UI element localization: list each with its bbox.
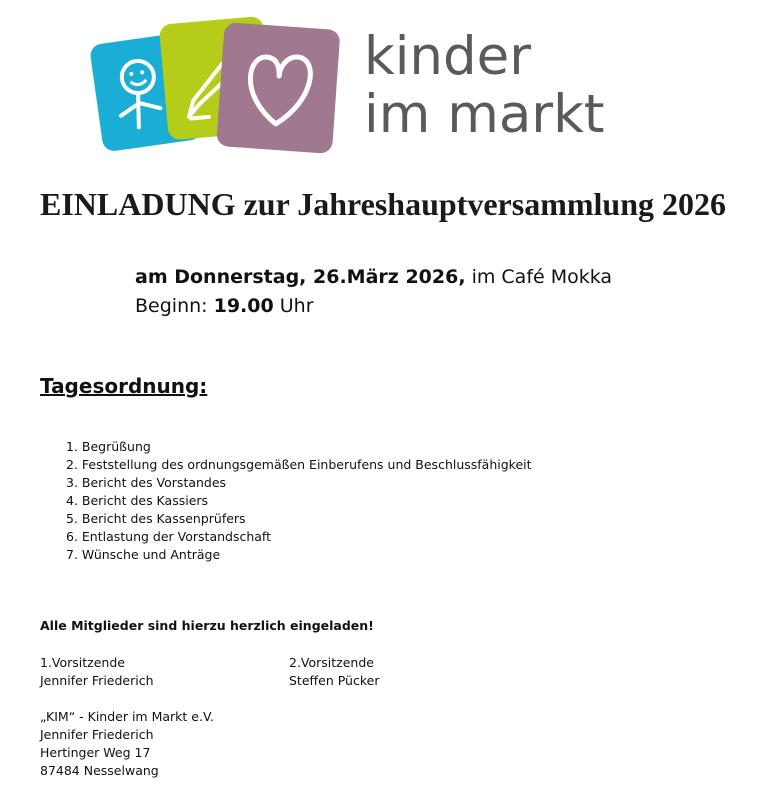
start-suffix: Uhr	[273, 295, 314, 317]
address-name: Jennifer Friederich	[40, 727, 154, 742]
agenda-item: 3. Bericht des Vorstandes	[66, 475, 227, 490]
logo-line-1: kinder	[364, 26, 532, 87]
signature-name: Jennifer Friederich	[40, 673, 154, 688]
logo-tiles-icon	[88, 14, 358, 154]
agenda-list	[66, 438, 532, 564]
logo-wordmark	[364, 28, 605, 144]
address-city: 87484 Nesselwang	[40, 763, 159, 778]
meeting-start-line	[135, 292, 612, 321]
signature-role: 2.Vorsitzende	[289, 655, 374, 670]
agenda-item: 7. Wünsche und Anträge	[66, 547, 221, 562]
agenda-item: 1. Begrüßung	[66, 439, 151, 454]
signature-name: Steffen Pücker	[289, 673, 380, 688]
agenda-item: 4. Bericht des Kassiers	[66, 493, 209, 508]
kim-logo	[88, 14, 608, 154]
agenda-item: 5. Bericht des Kassenprüfers	[66, 511, 246, 526]
address-street: Hertinger Weg 17	[40, 745, 151, 760]
start-time: 19.00	[213, 295, 274, 317]
invitation-note: Alle Mitglieder sind hierzu herzlich eingeladen!	[40, 618, 374, 633]
agenda-item: 6. Entlastung der Vorstandschaft	[66, 529, 272, 544]
agenda-heading: Tagesordnung:	[40, 374, 208, 398]
address-org: „KIM“ - Kinder im Markt e.V.	[40, 709, 214, 724]
agenda-item: 2. Feststellung des ordnungsgemäßen Einberufens und Beschlussfähigkeit	[66, 457, 532, 472]
meeting-location: im Café Mokka	[465, 266, 613, 288]
logo-line-2: im markt	[364, 84, 605, 145]
meeting-date: am Donnerstag, 26.März 2026,	[135, 266, 466, 288]
signature-second-chair	[289, 654, 379, 690]
page-title: EINLADUNG zur Jahreshauptversammlung 2026	[40, 186, 726, 222]
signature-role: 1.Vorsitzende	[40, 655, 125, 670]
start-prefix: Beginn:	[135, 295, 214, 317]
meeting-date-line	[135, 263, 612, 292]
address-block	[40, 708, 214, 780]
meeting-info	[135, 263, 612, 321]
signature-first-chair	[40, 654, 154, 690]
